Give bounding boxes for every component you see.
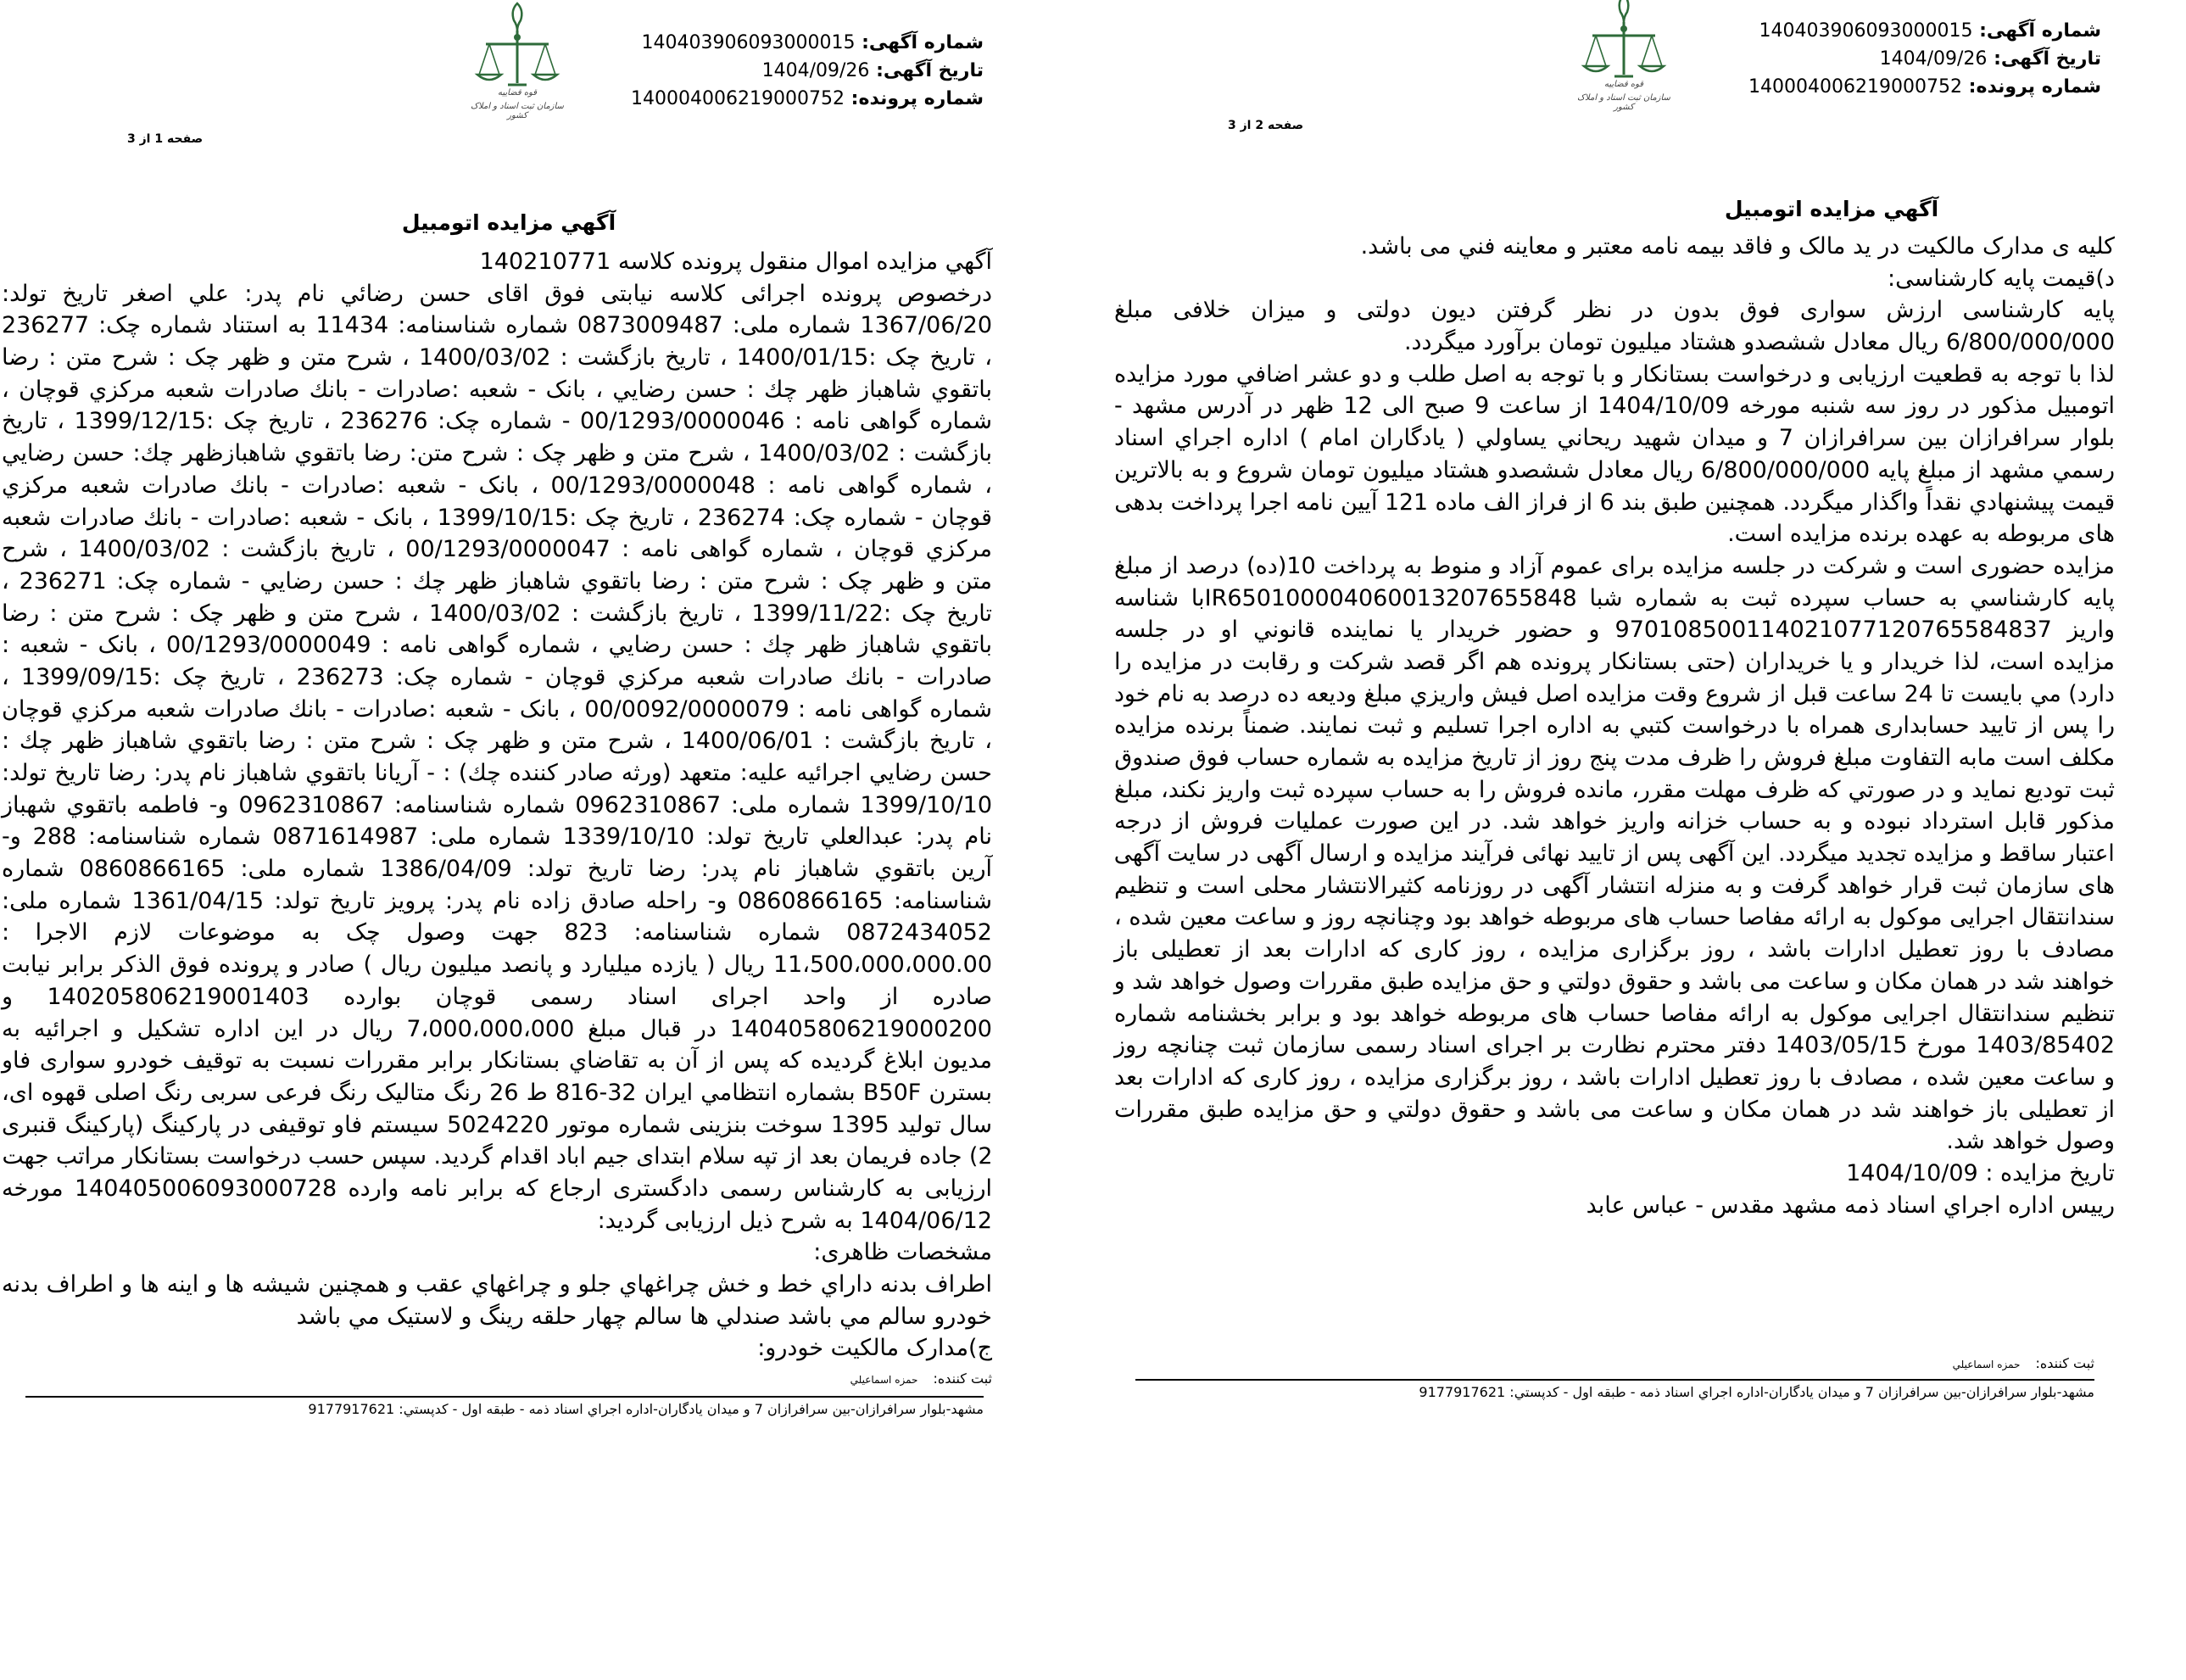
- logo-caption-judiciary: قوه قضاييه: [1603, 80, 1644, 89]
- body-text: 0872434052 شماره شناسنامه: 823 جهت وصول چک به موضوعات لازم الاجرا :: [1, 919, 992, 946]
- body-text-line: [1114, 487, 2115, 519]
- body-text-line: [1114, 774, 2115, 807]
- footer-address: [1419, 1384, 2094, 1400]
- body-text-line: [2, 661, 992, 694]
- registrar-name: حمزه اسماعيلي: [1952, 1359, 2021, 1370]
- registrar-label: ثبت كننده:: [933, 1370, 992, 1387]
- body-text: متن و ظهر چک : شرح متن : رضا باتقوي شاهباز ظهر چك : حسن رضايي - شماره چک: 236271 ،: [2, 567, 992, 594]
- body-text: 140405806219000200 در قبال مبلغ 7،000،000،000 ريال در اين اداره تشكيل و اجرائيه به: [2, 1015, 992, 1042]
- body-text: قوچان - شماره چک: 236274 ، تاريخ چک :1399/10/15 ، بانک - شعبه :صادرات - بانك صادرات شعبه: [2, 504, 992, 531]
- body-text: 1403/85402 مورخ 1403/05/15 دفتر محترم نظارت بر اجرای اسناد رسمی سازمان ثبت چنانچه روز: [1113, 1032, 2115, 1059]
- logo-caption-registration-org: سازمان ثبت اسناد و املاک کشور: [1577, 93, 1670, 112]
- body-text-line: [1114, 806, 2115, 838]
- body-text: دارد) مي بايست تا 24 ساعت قبل از شروع وقت مزايده اصل فيش واريزي مبلغ وديعه ده درصد به نام خود: [1114, 680, 2115, 707]
- body-text: بسترن B50F بشماره انتظامي ايران 32-816 ط 26 رنگ متاليک رنگ فرعی سربی رنگ اصلی قهوه ای،: [2, 1079, 992, 1106]
- body-text: صادرات - بانك صادرات شعبه مرکزي قوچان - شماره چک: 236273 ، تاريخ چک :1399/09/15 ،: [2, 663, 992, 690]
- body-text-line: [1114, 710, 2115, 742]
- body-text-line: [2, 949, 992, 981]
- body-text-line: [2, 694, 992, 726]
- body-text: 1367/06/20 شماره ملی: 0873009487 شماره شناسنامه: 11434 به استناد شماره چک: 236277: [1, 312, 992, 339]
- body-text: 1404/06/12 به شرح ذيل ارزيابی گرديد:: [597, 1207, 992, 1234]
- body-text-line: [2, 1269, 992, 1301]
- body-text: شناسنامه: 0860866165 و- راحله صادق زاده نام پدر: پرويز تاريخ تولد: 1361/04/15 شماره ملی:: [2, 887, 992, 914]
- body-text-line: [1114, 678, 2115, 711]
- notice-date-value: 1404/09/26: [1879, 48, 1988, 70]
- body-text-line: [2, 1141, 992, 1173]
- body-text: خواهند شد در همان مكان و ساعت می باشد و حقوق دولتي و حق مزايده طبق مقررات وصول خواهد شد و: [1114, 968, 2115, 995]
- body-text: ، شماره گواهی نامه : 00/1293/0000048 ، بانک - شعبه :صادرات - بانك صادرات شعبه مرکزي: [2, 472, 992, 499]
- body-text: باتقوي شاهباز ظهر چك : حسن رضايي ، شماره گواهی نامه : 00/1293/0000049 ، بانک - شعبه :: [2, 632, 992, 659]
- case-number: [631, 85, 984, 113]
- body-text: ، تاريخ بازگشت : 1400/06/01 ، شرح متن و ظهر چک : شرح متن : رضا باتقوي شاهباز ظهر چك :: [2, 728, 992, 755]
- body-text-line: [2, 1077, 992, 1109]
- body-text-line: [2, 629, 992, 661]
- body-text: رييس اداره اجراي اسناد ذمه مشهد مقدس - عباس عابد: [1586, 1192, 2115, 1219]
- postal-code: 9177917621: [1419, 1384, 1506, 1400]
- body-text: بازگشت : 1400/03/02 ، شرح متن و ظهر چک : شرح متن: رضا باتقوي شاهبازظهر چك: حسن رضايي: [2, 440, 992, 467]
- body-text-line: [2, 1205, 992, 1237]
- body-text-line: [2, 342, 992, 374]
- body-text-line: [1114, 646, 2115, 678]
- notice-number-value: 140403906093000015: [641, 32, 856, 53]
- body-text: پايه كارشناسی ارزش سواری فوق بدون در نظر گرفتن ديون دولتی و ميزان خلافی مبلغ: [1114, 297, 2115, 324]
- body-text: مزايده حضوری است و شركت در جلسه مزايده برای عموم آزاد و منوط به پرداخت 10(ده) درصد از مبلغ: [1113, 552, 2115, 579]
- body-text-line: [2, 821, 992, 853]
- body-text: اتومبيل مذكور در روز سه شنبه مورخه 1404/10/09 از ساعت 9 صبح الی 12 ظهر در آدرس مشهد -: [1113, 393, 2115, 420]
- body-text-line: [2, 757, 992, 790]
- case-number-label: شماره پرونده:: [850, 88, 984, 109]
- notice-date: [1748, 45, 2101, 73]
- body-text: وصول خواهد شد.: [1946, 1128, 2115, 1155]
- registrar-label: ثبت كننده:: [2035, 1355, 2094, 1371]
- body-text: تاريخ مزايده : 1404/10/09: [1846, 1159, 2115, 1186]
- body-text: پايه كارشناسي به حساب سپرده ثبت به شماره شبا IR650100004060013207655848با شناسه: [1114, 584, 2115, 611]
- registrar-name: حمزه اسماعيلي: [850, 1374, 918, 1386]
- body-text-line: [2, 1045, 992, 1077]
- body-text: درخصوص پرونده اجرائی كلاسه نيابتی فوق اقای حسن رضائي نام پدر: علي اصغر تاريخ تولد:: [2, 280, 992, 307]
- body-text-line: [2, 1301, 992, 1333]
- body-text: و ساعت معين شده ، مصادف با روز تعطيل ادارات باشد ، روز برگزاری مزايده ، روز كاری كه ادارات بعد: [1114, 1063, 2115, 1091]
- body-text-line: [2, 1332, 992, 1365]
- body-text-line: [2, 917, 992, 949]
- body-text: مديون ابلاغ گرديده كه پس از آن به تقاضاي بستانكار برابر مقررات نسبت به توقيف خودرو سواری فاو: [2, 1047, 992, 1074]
- body-text: ثبت توديع نمايد و در صورتي كه ظرف مهلت مقرر، مانده فروش را به حساب سپرده ثبت واريز نكند، مبلغ: [1114, 776, 2115, 803]
- notice-date-label: تاريخ آگهی:: [1994, 48, 2101, 70]
- body-text: شماره گواهی نامه : 00/0092/0000079 ، بانک - شعبه :صادرات - بانك صادرات شعبه مرکزي قوچان: [2, 695, 992, 723]
- body-text-line: [1114, 1094, 2115, 1126]
- body-text: آرين باتقوي شاهباز نام پدر: رضا تاريخ تولد: 1386/04/09 شماره ملی: 0860866165 شماره: [2, 856, 992, 883]
- case-number-value: 140004006219000752: [1748, 76, 1962, 98]
- body-text: مكلف است مابه التفاوت مبلغ فروش را ظرف مدت پنج روز از تاريخ مزايده به شماره حساب فوق صندوق: [1114, 745, 2115, 771]
- body-text-line: [2, 1013, 992, 1046]
- registrar: [1953, 1355, 2094, 1371]
- body-text-line: [1114, 455, 2115, 487]
- body-text-line: [2, 1173, 992, 1205]
- body-text: ارزيابی به كارشناس رسمی دادگستری ارجاع كه برابر نامه وارده 140405006093000728 مورخه: [2, 1175, 992, 1202]
- body-text: اعتبار ساقط و مزايده تجديد ميگردد. اين آگهی پس از تاييد نهائی فرآيند مزايده و ارسال آگهی در سايت آگهی: [1114, 840, 2115, 868]
- body-text: بلوار سرافرازان بين سرافرازان 7 و ميدان شهيد ريحاني يساولي ( يادگاران امام ) اداره اجراي اسناد: [1114, 425, 2115, 452]
- body-text: د)قيمت پايه كارشناسی:: [1888, 265, 2115, 292]
- body-text: سندانتقال اجرايی موكول به ارائه مفاصا حساب های مربوطه خواهد بود وچنانچه روز و ساعت معين شده ،: [1114, 904, 2115, 931]
- logo-caption-judiciary: قوه قضاييه: [497, 88, 538, 98]
- body-text: سال توليد 1395 سوخت بنزينی شماره موتور 5024220 سيستم فاو توقيفی در پاركينگ (پاركينگ قنبری: [1, 1111, 992, 1138]
- body-text: مصادف با روز تعطيل ادارات باشد ، روز برگزاری مزايده ، روز كاری كه ادارات بعد از تعطيلی باز: [1114, 936, 2115, 963]
- body-text-line: [1114, 390, 2115, 422]
- body-text-line: [1114, 901, 2115, 934]
- case-number-label: شماره پرونده:: [1968, 76, 2101, 98]
- body-text-line: [2, 1109, 992, 1141]
- body-text-line: [2, 438, 992, 470]
- case-number-value: 14000400621900075‎2: [631, 88, 845, 109]
- body-text-line: [2, 566, 992, 598]
- body-text-line: [1114, 263, 2115, 295]
- body-text: 6/800/000/000 ريال معادل ششصدو هشتاد ميليون تومان برآورد ميگردد.: [1403, 329, 2115, 356]
- body-text-line: [2, 310, 992, 342]
- notice-number-label: شماره آگهی:: [1979, 20, 2101, 42]
- case-number: [1748, 73, 2101, 101]
- body-text: مزايده است، لذا خريدار و يا خريداران (حتی بستانكار پرونده هم اگر قصد شركت و رقابت در مزايده را: [1114, 648, 2115, 675]
- body-text-line: [2, 470, 992, 502]
- body-text: باتقوي شاهباز ظهر چك : حسن رضايي ، بانک - شعبه :صادرات - بانك صادرات شعبه مرکزي قوچان ،: [2, 376, 992, 403]
- body-text: های سازمان ثبت قرار خواهد گرفت و به منزله انتشار آگهی در روزنامه كثيرالانتشار محلی است و تنظيم: [1114, 872, 2115, 899]
- body-text-line: [1114, 1190, 2115, 1222]
- body-text-line: [2, 885, 992, 918]
- footer-divider: [25, 1396, 984, 1398]
- body-text-line: [1114, 1125, 2115, 1158]
- body-text-line: [2, 374, 992, 406]
- body-text: رسمي مشهد از مبلغ پايه 6/800/000/000 ريال معادل ششصدو هشتاد ميليون تومان شروع و به بالاترين: [1113, 456, 2115, 483]
- address-text: مشهد-بلوار سرافرازان-بين سرافرازان 7 و ميدان يادگاران-اداره اجراي اسناد ذمه - طبقه اول - كدپستي:: [1509, 1384, 2094, 1400]
- notice-header: [631, 29, 984, 113]
- notice-body: [1114, 231, 2115, 1221]
- body-text-line: [1114, 518, 2115, 550]
- body-text: تاريخ چک :1399/11/22 ، تاريخ بازگشت : 1400/03/02 ، شرح متن و ظهر چک : شرح متن : رضا: [2, 600, 992, 627]
- address-text: مشهد-بلوار سرافرازان-بين سرافرازان 7 و ميدان يادگاران-اداره اجراي اسناد ذمه - طبقه اول - كدپستي:: [399, 1401, 984, 1417]
- body-text-line: [1114, 934, 2115, 966]
- footer-divider: [1135, 1379, 2094, 1381]
- body-text: 1399/10/10 شماره ملی: 0962310867 شماره شناسنامه: 0962310867 و- فاطمه باتقوي شهباز: [2, 791, 992, 818]
- body-text: صادره از واحد اجرای اسناد رسمی قوچان بوارده 140205806219001403 و: [2, 983, 992, 1010]
- body-text-line: [1114, 327, 2115, 359]
- page-title: آگهي مزايده اتومبيل: [401, 210, 616, 235]
- page-title: آگهي مزايده اتومبيل: [1724, 197, 1939, 221]
- body-text: مذكور قابل استرداد نبوده و به حساب خزانه واريز خواهد شد. در اين صورت عمليات فروش از درجه: [1114, 808, 2115, 835]
- body-text-line: [2, 502, 992, 534]
- notice-header: [1748, 17, 2101, 101]
- page-number: صفحه 2 از 3: [1228, 119, 1304, 132]
- notice-date-value: 1404/09/26: [761, 60, 870, 81]
- body-text: از تعطيلی باز خواهند شد در همان مكان و ساعت می باشد و حقوق دولتي و حق مزايده طبق مقررات: [1114, 1096, 2115, 1123]
- body-text: 2) جاده فريمان بعد از تپه سلام ابتدای جيم اباد اقدام گرديد. سپس حسب درخواست بستانكار مراتب جهت: [2, 1143, 992, 1170]
- body-text-line: [1114, 742, 2115, 774]
- body-text: ، تاريخ چک :1400/01/15 ، تاريخ بازگشت : 1400/03/02 ، شرح متن و ظهر چک : شرح متن : رضا: [2, 344, 992, 371]
- body-text: قيمت پيشنهادي نقداً واگذار ميگردد. همچنين طبق بند 6 از فراز الف ماده 121 آيين نامه اجرا پرداخت بدهی: [1114, 488, 2115, 516]
- notice-body: [2, 246, 992, 1365]
- body-text-line: [2, 790, 992, 822]
- notice-date: [631, 57, 984, 85]
- body-text: ج)مدارک مالکيت خودرو:: [757, 1335, 992, 1362]
- body-text-line: [2, 981, 992, 1013]
- body-text-line: [2, 853, 992, 885]
- footer-address: [308, 1401, 984, 1417]
- body-text-line: [2, 278, 992, 310]
- notice-page-2: [1094, 0, 2186, 1680]
- body-text-line: [1114, 1158, 2115, 1190]
- body-text-line: [1114, 550, 2115, 583]
- body-text: مرکزي قوچان ، شماره گواهی نامه : 00/1293/0000047 ، تاريخ بازگشت : 1400/03/02 ، شرح: [2, 536, 992, 563]
- body-text-line: [1114, 422, 2115, 455]
- body-text: كليه ی مدارک مالكيت در يد مالک و فاقد بيمه نامه معتبر و معاينه فني می باشد.: [1360, 233, 2115, 260]
- body-text-line: [1114, 583, 2115, 615]
- body-text: واريز 970108500114021077120765584837 و حضور خريدار يا نماينده قانوني او در جلسه: [1113, 617, 2115, 644]
- notice-number-label: شماره آگهی:: [862, 32, 984, 53]
- body-text: را پس از تاييد حسابداری همراه با درخواست كتبي به اداره اجرا تسليم و ثبت نمايند. ضمناً برنده مزايده: [1114, 712, 2115, 740]
- body-text-line: [1114, 294, 2115, 327]
- body-text: مشخصات ظاهری:: [813, 1239, 992, 1266]
- body-text-line: [2, 598, 992, 630]
- body-text-line: [1114, 231, 2115, 263]
- body-text-line: [1114, 838, 2115, 870]
- notice-number: [1748, 17, 2101, 45]
- registrar: [850, 1370, 992, 1387]
- body-text: های مربوطه به عهده برنده مزايده است.: [1727, 521, 2115, 548]
- body-text: خودرو سالم مي باشد صندلي ها سالم چهار حلقه رينگ و لاستيک مي باشد: [296, 1303, 992, 1330]
- body-text-line: [1114, 359, 2115, 391]
- body-text-line: [1114, 1062, 2115, 1094]
- body-text-line: [2, 405, 992, 438]
- body-text: نام پدر: عبدالعلي تاريخ تولد: 1339/10/10 شماره ملی: 0871614987 شماره شناسنامه: 288 و-: [2, 823, 992, 851]
- scales-of-justice-icon: [471, 0, 564, 102]
- notice-number-value: 140403906093000015: [1759, 20, 1973, 42]
- notice-date-label: تاريخ آگهی:: [876, 60, 984, 81]
- body-text-line: [1114, 870, 2115, 902]
- body-text: حسن رضايي اجرائيه عليه: متعهد (ورثه صادر كننده چك) : - آريانا باتقوي شاهباز نام پدر: رضا تاريخ تولد:: [2, 760, 992, 786]
- body-text: 11،500،000،000.00 ريال ( يازده ميليارد و پانصد ميليون ريال ) صادر و پرونده فوق الذكر برابر نيابت: [2, 952, 992, 979]
- body-text: اطراف بدنه داراي خط و خش چراغهاي جلو و چراغهاي عقب و همچنين شيشه ها و اينه ها و اطراف بدنه: [2, 1271, 992, 1298]
- body-text-line: [2, 246, 992, 278]
- body-text-line: [2, 1236, 992, 1269]
- body-text-line: [1114, 614, 2115, 646]
- judiciary-emblem-icon: [471, 0, 564, 127]
- logo-caption-registration-org: سازمان ثبت اسناد و املاک کشور: [471, 102, 564, 120]
- body-text: آگهي مزايده اموال منقول پرونده كلاسه 140210771: [479, 248, 992, 275]
- page-number: صفحه 1 از 3: [127, 132, 204, 146]
- postal-code: 9177917621: [308, 1401, 395, 1417]
- body-text-line: [1114, 998, 2115, 1030]
- body-text-line: [2, 533, 992, 566]
- notice-number: [631, 29, 984, 57]
- body-text-line: [1114, 966, 2115, 998]
- body-text: شماره گواهی نامه : 00/1293/0000046 - شماره چک: 236276 ، تاريخ چک :1399/12/15 ، تاريخ: [1, 408, 992, 435]
- body-text-line: [2, 725, 992, 757]
- body-text-line: [1114, 1030, 2115, 1062]
- judiciary-emblem-icon: [1577, 0, 1670, 119]
- body-text: تنظيم سندانتقال اجرايی موكول به ارائه مفاصا حساب های مربوطه خواهد بود و برابر بخشنامه شماره: [1114, 1000, 2115, 1027]
- body-text: لذا با توجه به قطعيت ارزيابی و درخواست بستانكار و با توجه به اصل طلب و دو عشر اضافي مورد مزايده: [1114, 360, 2115, 388]
